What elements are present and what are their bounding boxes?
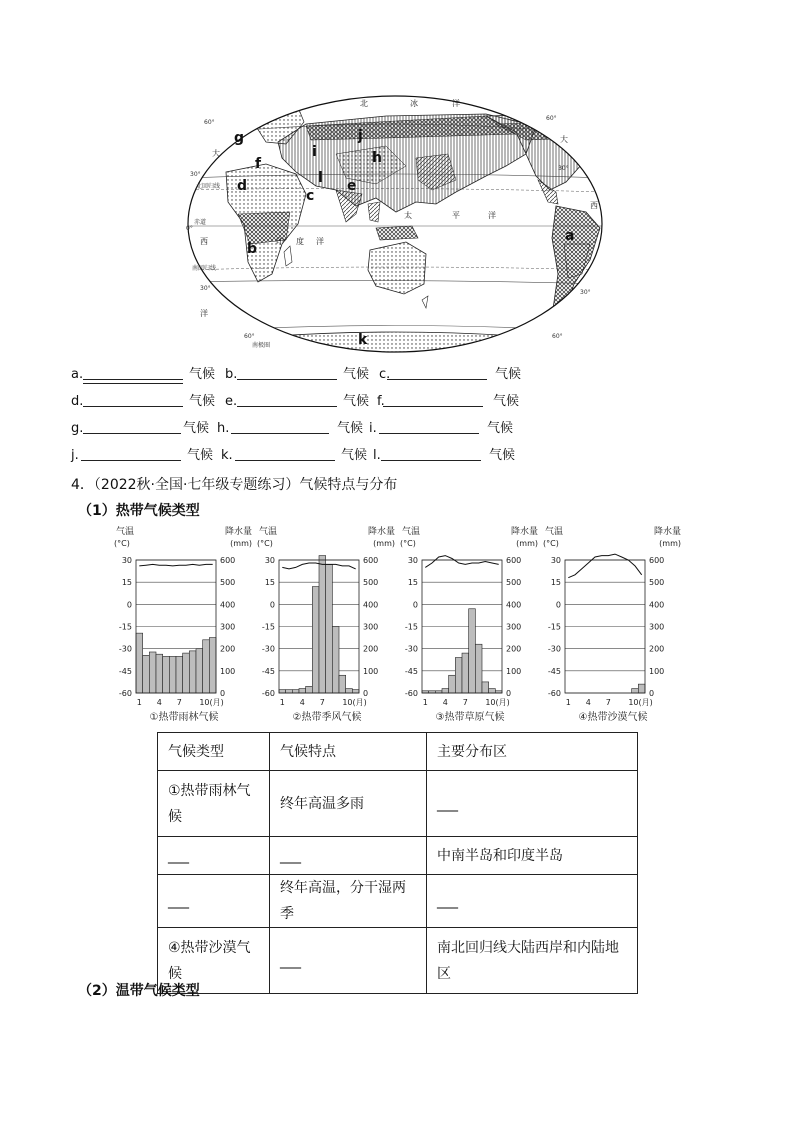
tick-label-precip: 100 [220,666,236,676]
climate-chart-2 [257,524,397,724]
axis-unit-temp: (°C) [543,539,559,548]
table-cell-blank[interactable]: ___ [427,771,638,837]
axis-unit-temp: (°C) [114,539,130,548]
map-letter-b: b [247,241,258,257]
precip-bar [638,684,645,693]
map-label: 洋 [488,211,496,220]
map-label: 西 [590,201,598,210]
precip-bar [286,690,293,693]
table-cell-blank[interactable]: ___ [158,875,270,928]
table-cell: 南北回归线大陆西岸和内陆地区 [427,928,638,994]
tick-label-temp: 15 [121,578,132,588]
tick-label-precip: 300 [363,622,379,632]
tick-label-temp: -30 [261,644,275,654]
chart-title: ③热带草原气候 [435,712,505,723]
precip-bar [292,690,299,693]
tick-label-temp: -45 [261,666,275,676]
tick-label-precip: 400 [649,600,665,610]
table-cell-blank[interactable]: ___ [270,837,427,875]
map-letter-l: l [318,170,323,186]
tick-label-temp: 0 [412,600,418,610]
precip-bar [319,556,326,693]
tick-label-precip: 600 [363,556,379,565]
tick-label-month: 7 [462,698,468,707]
tick-label-temp: -30 [547,644,561,654]
map-lat-label: 0° [186,225,193,232]
tick-label-precip: 500 [649,578,665,588]
axis-label-temp: 气温 [545,527,564,537]
tick-label-temp: 15 [550,578,561,588]
tick-label-precip: 200 [649,644,665,654]
precip-bar [455,658,462,693]
precip-bar [136,633,143,693]
temperature-line [139,564,212,566]
axis-unit-precip: (mm) [373,539,395,548]
tick-label-precip: 300 [649,622,665,632]
tick-label-month: 10(月) [485,698,510,707]
tick-label-month: 4 [299,698,305,707]
map-letter-a: a [565,228,575,244]
map-label: 北 [360,99,368,108]
tick-label-month: 1 [279,698,285,707]
section-title-tropical: （1）热带气候类型 [78,503,200,519]
tick-label-precip: 0 [506,689,512,698]
axis-unit-precip: (mm) [659,539,681,548]
precip-bar [475,644,482,693]
axis-label-temp: 气温 [402,527,421,537]
tick-label-temp: 15 [264,578,275,588]
map-lat-label: 30° [190,171,201,178]
tick-label-precip: 0 [220,689,226,698]
section-title-temperate: （2）温带气候类型 [78,983,200,999]
precip-bar [176,656,183,693]
precip-bar [346,689,353,693]
tick-label-precip: 200 [363,644,379,654]
tick-label-month: 1 [136,698,142,707]
map-letter-g: g [234,130,245,146]
tick-label-temp: 0 [269,600,275,610]
chart-title: ②热带季风气候 [292,712,362,723]
map-letter-k: k [358,332,368,348]
tick-label-temp: 0 [126,600,132,610]
tick-label-temp: -45 [118,666,132,676]
tick-label-month: 10(月) [628,698,653,707]
precip-bar [156,654,163,693]
tick-label-temp: -30 [404,644,418,654]
table-header: 主要分布区 [427,733,638,771]
map-letter-j: j [358,128,363,144]
tick-label-temp: -15 [261,622,275,632]
table-cell: ①热带雨林气候 [158,771,270,837]
tick-label-temp: -45 [404,666,418,676]
precip-bar [339,675,346,693]
world-climate-map [186,94,604,354]
tick-label-month: 1 [565,698,571,707]
tick-label-month: 10(月) [199,698,224,707]
table-header: 气候类型 [158,733,270,771]
tick-label-temp: 0 [555,600,561,610]
tick-label-precip: 400 [220,600,236,610]
tick-label-month: 10(月) [342,698,367,707]
map-letter-i: i [312,144,317,160]
map-label: 洋 [200,309,208,318]
tick-label-temp: 30 [121,556,132,565]
tick-label-month: 7 [319,698,325,707]
tick-label-precip: 0 [649,689,655,698]
map-label: 大 [212,149,220,158]
tick-label-precip: 300 [506,622,522,632]
precip-bar [169,656,176,693]
table-cell: 终年高温多雨 [270,771,427,837]
map-label: 度 [296,237,304,246]
tick-label-precip: 500 [506,578,522,588]
map-lat-label: 60° [546,115,557,122]
axis-label-precip: 降水量 [653,527,681,537]
precip-bar [196,649,203,693]
table-cell: 中南半岛和印度半岛 [427,837,638,875]
precip-bar [209,638,216,693]
axis-label-precip: 降水量 [367,527,395,537]
answer-blank-a[interactable] [83,366,183,380]
precip-bar [163,656,170,693]
tick-label-precip: 600 [506,556,522,565]
precip-bar [352,690,359,693]
tick-label-temp: -60 [404,689,418,698]
tick-label-precip: 500 [220,578,236,588]
map-label: 平 [452,211,460,220]
map-lat-label: 60° [552,333,563,340]
axis-unit-precip: (mm) [516,539,538,548]
map-line-label: 赤道 [194,219,207,226]
tick-label-month: 7 [605,698,611,707]
precip-bar [449,675,456,693]
tick-label-temp: -60 [261,689,275,698]
axis-label-temp: 气温 [259,527,278,537]
map-label: 西 [200,237,208,246]
precip-bar [306,686,313,693]
map-letter-f: f [255,156,262,172]
map-lat-label: 30° [200,285,211,292]
table-cell-blank[interactable]: ___ [158,837,270,875]
map-label: 冰 [410,99,418,108]
precip-bar [312,587,319,693]
map-label: 太 [404,211,412,220]
axis-label-precip: 降水量 [510,527,538,537]
temperature-line [425,556,498,568]
tick-label-month: 4 [585,698,591,707]
tick-label-temp: 30 [407,556,418,565]
table-header: 气候特点 [270,733,427,771]
map-lat-label: 30° [558,165,569,172]
table-cell-blank[interactable]: ___ [270,928,427,994]
table-cell: ④热带沙漠气候 [158,928,270,994]
precip-bar [299,689,306,693]
map-label: 印 [276,237,284,246]
tick-label-month: 7 [176,698,182,707]
axis-label-precip: 降水量 [224,527,252,537]
tick-label-temp: 15 [407,578,418,588]
tick-label-precip: 400 [506,600,522,610]
precip-bar [482,682,489,693]
precip-bar [442,689,449,693]
map-label: 洋 [452,99,460,108]
tick-label-precip: 200 [220,644,236,654]
chart-title: ④热带沙漠气候 [578,712,648,723]
climate-table [157,732,638,994]
axis-label-temp: 气温 [116,527,135,537]
precip-bar [489,689,496,693]
map-lat-label: 30° [580,289,591,296]
tick-label-precip: 400 [363,600,379,610]
climate-chart-1 [114,524,254,724]
tick-label-temp: -15 [118,622,132,632]
tick-label-precip: 100 [363,666,379,676]
tick-label-temp: 30 [264,556,275,565]
tick-label-month: 4 [442,698,448,707]
tick-label-month: 4 [156,698,162,707]
map-label: 洋 [316,237,324,246]
tick-label-precip: 300 [220,622,236,632]
precip-bar [149,652,156,693]
tick-label-precip: 200 [506,644,522,654]
tick-label-precip: 500 [363,578,379,588]
precip-bar [203,640,210,693]
precip-bar [632,689,639,693]
tick-label-temp: -45 [547,666,561,676]
table-cell-blank[interactable]: ___ [427,875,638,928]
tick-label-temp: -15 [547,622,561,632]
map-lat-label: 60° [244,333,255,340]
table-cell: 终年高温，分干湿两季 [270,875,427,928]
tick-label-precip: 600 [220,556,236,565]
map-line-label: 北回归线 [196,183,221,190]
question-title: 4．（2022秋·全国·七年级专题练习）气候特点与分布 [71,477,398,493]
axis-unit-temp: (°C) [400,539,416,548]
precip-bar [326,564,333,693]
map-letter-c: c [306,188,315,204]
tick-label-month: 1 [422,698,428,707]
precip-bar [279,690,286,693]
map-letter-h: h [372,150,382,166]
precip-bar [332,627,339,694]
temperature-line [568,554,641,578]
climate-chart-4 [543,524,683,724]
precip-bar [143,655,150,693]
axis-unit-precip: (mm) [230,539,252,548]
map-label: 大 [560,135,568,144]
axis-unit-temp: (°C) [257,539,273,548]
tick-label-temp: -60 [547,689,561,698]
precip-bar [462,653,469,693]
tick-label-temp: -60 [118,689,132,698]
precip-bar [183,653,190,693]
map-letter-d: d [237,178,248,194]
tick-label-temp: -30 [118,644,132,654]
precip-bar [469,609,476,693]
tick-label-precip: 0 [363,689,369,698]
tick-label-precip: 100 [649,666,665,676]
tick-label-precip: 100 [506,666,522,676]
climate-chart-3 [400,524,540,724]
tick-label-temp: 30 [550,556,561,565]
tick-label-precip: 600 [649,556,665,565]
chart-title: ①热带雨林气候 [149,712,219,723]
map-lat-label: 60° [204,119,215,126]
map-line-label: 南极圈 [252,342,271,349]
tick-label-temp: -15 [404,622,418,632]
precip-bar [189,651,196,693]
map-letter-e: e [347,178,357,194]
map-line-label: 南回归线 [192,265,217,272]
